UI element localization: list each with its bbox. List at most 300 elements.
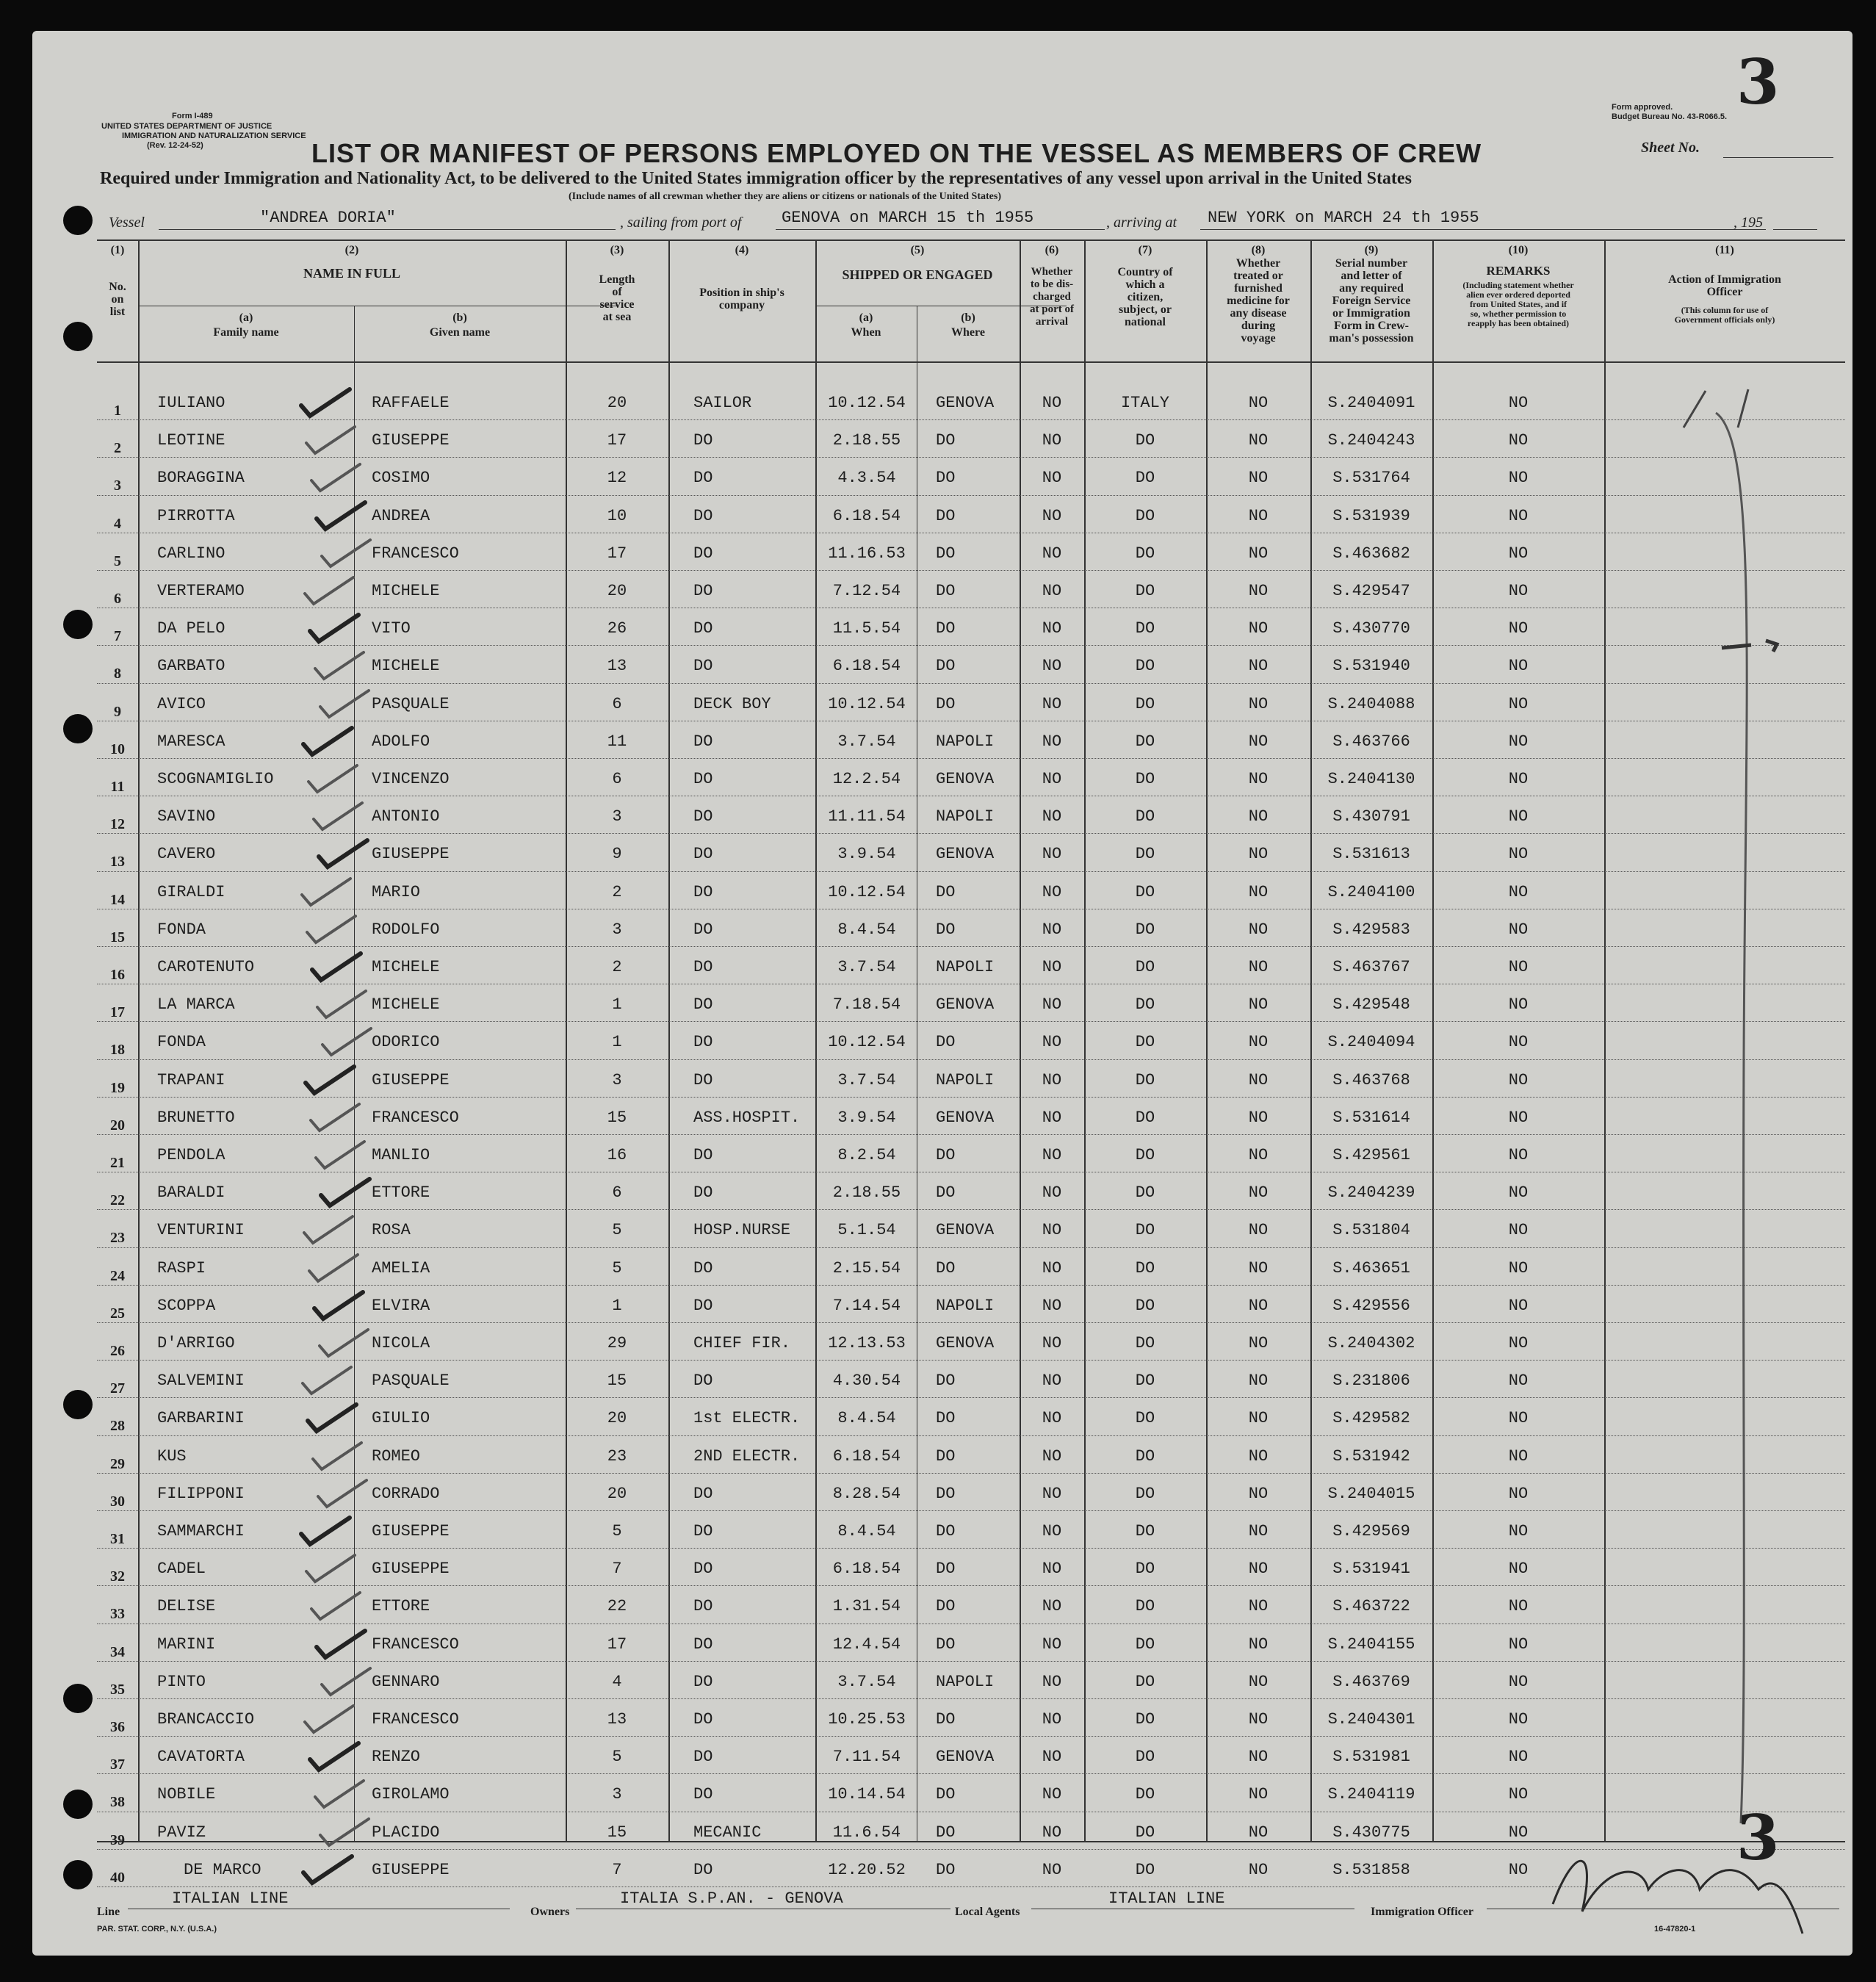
- department: UNITED STATES DEPARTMENT OF JUSTICE: [101, 122, 273, 131]
- family-name: BORAGGINA: [157, 469, 245, 488]
- medicine: NO: [1248, 1785, 1269, 1804]
- row-number: 37: [110, 1756, 125, 1773]
- family-name: VERTERAMO: [157, 582, 245, 600]
- discharged: NO: [1042, 1221, 1062, 1240]
- row-number: 20: [110, 1117, 125, 1134]
- remarks: NO: [1508, 544, 1529, 563]
- shipped-when: 12.2.54: [832, 770, 901, 788]
- family-name: PENDOLA: [157, 1146, 226, 1164]
- service-length: 26: [607, 619, 627, 638]
- country: DO: [1135, 1334, 1155, 1352]
- shipped-when: 7.18.54: [832, 995, 901, 1015]
- include-note: (Include names of all crewman whether they are aliens or citizens or nationals of the United States): [569, 191, 1001, 202]
- col-length-num: (3): [610, 244, 624, 256]
- form-number: Form I-489: [172, 112, 213, 120]
- row-number: 10: [110, 740, 125, 757]
- remarks: NO: [1508, 995, 1529, 1015]
- country: DO: [1135, 694, 1155, 713]
- position: DO: [693, 1748, 713, 1767]
- family-name: FONDA: [157, 920, 206, 939]
- shipped-where: GENOVA: [936, 845, 995, 864]
- shipped-when: 11.6.54: [832, 1823, 901, 1842]
- agents-value: ITALIAN LINE: [1108, 1889, 1225, 1908]
- service-length: 15: [607, 1372, 627, 1391]
- given-name: GIUSEPPE: [372, 1860, 450, 1879]
- row-number: 7: [114, 628, 121, 645]
- service-length: 10: [607, 506, 627, 525]
- medicine: NO: [1248, 845, 1269, 864]
- shipped-where: NAPOLI: [936, 732, 995, 751]
- discharged: NO: [1042, 1823, 1062, 1842]
- remarks: NO: [1508, 1372, 1529, 1391]
- discharged: NO: [1042, 1108, 1062, 1127]
- serial-number: S.2404015: [1327, 1484, 1415, 1503]
- remarks: NO: [1508, 1070, 1529, 1089]
- given-name: GIUSEPPE: [372, 845, 450, 864]
- country: DO: [1135, 1710, 1155, 1729]
- service-length: 4: [612, 1672, 622, 1691]
- family-name: MARESCA: [157, 732, 226, 751]
- medicine: NO: [1248, 657, 1269, 676]
- shipped-where: DO: [936, 1522, 956, 1540]
- shipped-when: 7.11.54: [832, 1748, 901, 1767]
- row-number: 19: [110, 1079, 125, 1096]
- country: DO: [1135, 958, 1155, 976]
- shipped-when: 2.18.55: [832, 431, 901, 450]
- row-number: 25: [110, 1305, 125, 1322]
- serial-number: S.2404155: [1327, 1635, 1415, 1654]
- given-name: PASQUALE: [372, 694, 450, 713]
- shipped-when: 3.7.54: [837, 732, 896, 751]
- service-length: 3: [612, 807, 622, 826]
- shipped-where: NAPOLI: [936, 1070, 995, 1089]
- col-shipped-num: (5): [910, 244, 925, 256]
- remarks: NO: [1508, 1446, 1529, 1466]
- serial-number: S.2404239: [1327, 1183, 1415, 1203]
- serial-number: S.2404100: [1327, 882, 1415, 901]
- shipped-when: 2.15.54: [832, 1258, 901, 1278]
- discharged: NO: [1042, 1672, 1062, 1691]
- shipped-when: 3.9.54: [837, 845, 896, 864]
- position: ASS.HOSPIT.: [693, 1108, 801, 1127]
- position: HOSP.NURSE: [693, 1221, 791, 1240]
- family-name: GARBARINI: [157, 1409, 245, 1428]
- given-name: RODOLFO: [372, 920, 440, 939]
- remarks: NO: [1508, 920, 1529, 939]
- family-name: GARBATO: [157, 657, 226, 676]
- position: DO: [693, 1785, 713, 1804]
- position: DO: [693, 1258, 713, 1278]
- given-name: GIUSEPPE: [372, 1070, 450, 1089]
- remarks: NO: [1508, 1823, 1529, 1842]
- shipped-where: GENOVA: [936, 1334, 995, 1352]
- remarks: NO: [1508, 882, 1529, 901]
- country: DO: [1135, 1258, 1155, 1278]
- given-name: FRANCESCO: [372, 1635, 459, 1654]
- discharged: NO: [1042, 694, 1062, 713]
- col-given-label: Given name: [429, 326, 491, 339]
- row-number: 4: [114, 515, 121, 532]
- country: DO: [1135, 1183, 1155, 1203]
- country: DO: [1135, 732, 1155, 751]
- position: DO: [693, 1710, 713, 1729]
- given-name: RENZO: [372, 1748, 421, 1767]
- col-action-label: Action of Immigration Officer: [1668, 273, 1781, 298]
- line-value: ITALIAN LINE: [172, 1889, 289, 1908]
- medicine: NO: [1248, 1522, 1269, 1540]
- row-number: 14: [110, 891, 125, 908]
- given-name: FRANCESCO: [372, 1108, 459, 1127]
- given-name: GIUSEPPE: [372, 1522, 450, 1540]
- given-name: ANTONIO: [372, 807, 440, 826]
- country: DO: [1135, 882, 1155, 901]
- shipped-where: DO: [936, 920, 956, 939]
- medicine: NO: [1248, 544, 1269, 563]
- service-length: 1: [612, 995, 622, 1015]
- country: DO: [1135, 1446, 1155, 1466]
- discharged: NO: [1042, 394, 1062, 412]
- medicine: NO: [1248, 1860, 1269, 1879]
- serial-number: S.2404094: [1327, 1033, 1415, 1052]
- shipped-where: DO: [936, 1372, 956, 1391]
- shipped-when: 12.4.54: [832, 1635, 901, 1654]
- country: DO: [1135, 770, 1155, 788]
- given-name: GIUSEPPE: [372, 1560, 450, 1579]
- discharged: NO: [1042, 1710, 1062, 1729]
- shipped-when: 8.4.54: [837, 1522, 896, 1540]
- position: DO: [693, 1522, 713, 1540]
- remarks: NO: [1508, 1785, 1529, 1804]
- serial-number: S.2404091: [1327, 394, 1415, 412]
- shipped-where: GENOVA: [936, 1108, 995, 1127]
- col-when-sub: (a): [859, 311, 873, 324]
- medicine: NO: [1248, 882, 1269, 901]
- serial-number: S.531942: [1332, 1446, 1410, 1466]
- remarks: NO: [1508, 958, 1529, 976]
- given-name: MICHELE: [372, 657, 440, 676]
- sailing-port: GENOVA on MARCH 15 th 1955: [782, 209, 1034, 227]
- discharged: NO: [1042, 1372, 1062, 1391]
- col-country-label: Country of which a citizen, subject, or national: [1117, 266, 1173, 328]
- col-name-num: (2): [344, 244, 359, 256]
- discharged: NO: [1042, 1258, 1062, 1278]
- position: DO: [693, 1070, 713, 1089]
- shipped-when: 10.12.54: [828, 1033, 906, 1052]
- shipped-where: GENOVA: [936, 394, 995, 412]
- family-name: BARALDI: [157, 1183, 226, 1203]
- shipped-when: 10.12.54: [828, 882, 906, 901]
- col-shipped-label: SHIPPED OR ENGAGED: [842, 267, 993, 282]
- serial-number: S.429561: [1332, 1146, 1410, 1164]
- family-name: TRAPANI: [157, 1070, 226, 1089]
- col-where-label: Where: [951, 326, 985, 339]
- given-name: ROSA: [372, 1221, 411, 1240]
- given-name: GIROLAMO: [372, 1785, 450, 1804]
- family-name: MARINI: [157, 1635, 216, 1654]
- service-length: 17: [607, 431, 627, 450]
- family-name: PINTO: [157, 1672, 206, 1691]
- row-number: 16: [110, 967, 125, 983]
- shipped-when: 5.1.54: [837, 1221, 896, 1240]
- medicine: NO: [1248, 1221, 1269, 1240]
- country: DO: [1135, 1372, 1155, 1391]
- position: DO: [693, 1146, 713, 1164]
- family-name: SAMMARCHI: [157, 1522, 245, 1540]
- service-length: 5: [612, 1258, 622, 1278]
- family-name: DELISE: [157, 1597, 216, 1616]
- shipped-where: DO: [936, 506, 956, 525]
- country: DO: [1135, 619, 1155, 638]
- family-name: SALVEMINI: [157, 1372, 245, 1391]
- family-name: GIRALDI: [157, 882, 226, 901]
- discharged: NO: [1042, 1560, 1062, 1579]
- row-number: 3: [114, 478, 121, 494]
- shipped-where: DO: [936, 1860, 956, 1879]
- remarks: NO: [1508, 1108, 1529, 1127]
- revision: (Rev. 12-24-52): [147, 141, 203, 150]
- discharged: NO: [1042, 657, 1062, 676]
- family-name: SCOPPA: [157, 1296, 216, 1315]
- col-discharged-num: (6): [1045, 244, 1059, 256]
- shipped-where: DO: [936, 1146, 956, 1164]
- family-name: LEOTINE: [157, 431, 226, 450]
- serial-number: S.531939: [1332, 506, 1410, 525]
- owners-value: ITALIA S.P.AN. - GENOVA: [620, 1889, 843, 1908]
- family-name: DA PELO: [157, 619, 226, 638]
- given-name: PASQUALE: [372, 1372, 450, 1391]
- discharged: NO: [1042, 1409, 1062, 1428]
- serial-number: S.531764: [1332, 469, 1410, 488]
- remarks: NO: [1508, 1409, 1529, 1428]
- given-name: ETTORE: [372, 1183, 430, 1203]
- row-number: 29: [110, 1455, 125, 1472]
- medicine: NO: [1248, 1108, 1269, 1127]
- col-action-num: (11): [1715, 244, 1734, 256]
- discharged: NO: [1042, 807, 1062, 826]
- col-where-sub: (b): [961, 311, 975, 324]
- position: CHIEF FIR.: [693, 1334, 791, 1352]
- medicine: NO: [1248, 619, 1269, 638]
- vessel-name: "ANDREA DORIA": [260, 209, 396, 227]
- col-family-label: Family name: [213, 326, 279, 339]
- shipped-when: 8.28.54: [832, 1484, 901, 1503]
- service-length: 13: [607, 657, 627, 676]
- remarks: NO: [1508, 1672, 1529, 1691]
- position: MECANIC: [693, 1823, 762, 1842]
- row-number: 9: [114, 703, 121, 720]
- given-name: RAFFAELE: [372, 394, 450, 412]
- given-name: NICOLA: [372, 1334, 430, 1352]
- row-number: 39: [110, 1831, 125, 1848]
- medicine: NO: [1248, 1409, 1269, 1428]
- serial-number: S.463766: [1332, 732, 1410, 751]
- discharged: NO: [1042, 1785, 1062, 1804]
- service-length: 3: [612, 1785, 622, 1804]
- serial-number: S.463651: [1332, 1258, 1410, 1278]
- family-name: CARLINO: [157, 544, 226, 563]
- serial-number: S.463682: [1332, 544, 1410, 563]
- position: DO: [693, 920, 713, 939]
- given-name: MARIO: [372, 882, 421, 901]
- serial-number: S.429556: [1332, 1296, 1410, 1315]
- row-number: 11: [110, 779, 125, 795]
- remarks: NO: [1508, 1597, 1529, 1616]
- given-name: VITO: [372, 619, 411, 638]
- row-number: 13: [110, 854, 125, 871]
- serial-number: S.531940: [1332, 657, 1410, 676]
- shipped-when: 6.18.54: [832, 1446, 901, 1466]
- col-medicine-num: (8): [1251, 244, 1266, 256]
- service-length: 9: [612, 845, 622, 864]
- row-number: 35: [110, 1681, 125, 1698]
- medicine: NO: [1248, 1146, 1269, 1164]
- country: DO: [1135, 1597, 1155, 1616]
- discharged: NO: [1042, 1446, 1062, 1466]
- remarks: NO: [1508, 732, 1529, 751]
- remarks: NO: [1508, 1183, 1529, 1203]
- row-number: 26: [110, 1343, 125, 1359]
- form-approved: Form approved.: [1612, 103, 1673, 112]
- remarks: NO: [1508, 1484, 1529, 1503]
- service-length: 3: [612, 920, 622, 939]
- row-number: 38: [110, 1794, 125, 1811]
- shipped-when: 7.14.54: [832, 1296, 901, 1315]
- shipped-where: DO: [936, 619, 956, 638]
- shipped-when: 10.14.54: [828, 1785, 906, 1804]
- medicine: NO: [1248, 506, 1269, 525]
- shipped-where: NAPOLI: [936, 1296, 995, 1315]
- service-length: 7: [612, 1860, 622, 1879]
- handwritten-marks: [32, 31, 1852, 1956]
- line-label: Line: [97, 1906, 120, 1918]
- discharged: NO: [1042, 1183, 1062, 1203]
- shipped-where: GENOVA: [936, 1748, 995, 1767]
- printer: PAR. STAT. CORP., N.Y. (U.S.A.): [97, 1925, 217, 1934]
- col-length-label: Length of service at sea: [599, 273, 635, 323]
- position: DO: [693, 469, 713, 488]
- remarks: NO: [1508, 694, 1529, 713]
- service-length: 29: [607, 1334, 627, 1352]
- service-length: 13: [607, 1710, 627, 1729]
- service-length: 15: [607, 1823, 627, 1842]
- position: DO: [693, 506, 713, 525]
- col-name-label: NAME IN FULL: [303, 266, 400, 281]
- shipped-where: DO: [936, 1710, 956, 1729]
- shipped-where: DO: [936, 1409, 956, 1428]
- col-position-label: Position in ship's company: [699, 287, 784, 311]
- country: DO: [1135, 1860, 1155, 1879]
- serial-number: S.2404130: [1327, 770, 1415, 788]
- medicine: NO: [1248, 1446, 1269, 1466]
- service-length: 16: [607, 1146, 627, 1164]
- row-number: 23: [110, 1230, 125, 1247]
- medicine: NO: [1248, 1334, 1269, 1352]
- row-number: 15: [110, 929, 125, 945]
- country: DO: [1135, 469, 1155, 488]
- row-number: 27: [110, 1380, 125, 1397]
- country: DO: [1135, 582, 1155, 600]
- country: DO: [1135, 1146, 1155, 1164]
- sailing-label: , sailing from port of: [620, 215, 742, 231]
- shipped-where: DO: [936, 1183, 956, 1203]
- country: DO: [1135, 1522, 1155, 1540]
- serial-number: S.429569: [1332, 1522, 1410, 1540]
- serial-number: S.2404088: [1327, 694, 1415, 713]
- serial-number: S.231806: [1332, 1372, 1410, 1391]
- medicine: NO: [1248, 1372, 1269, 1391]
- col-family-sub: (a): [239, 311, 253, 324]
- serial-number: S.429548: [1332, 995, 1410, 1015]
- shipped-where: DO: [936, 1484, 956, 1503]
- service-length: 1: [612, 1033, 622, 1052]
- discharged: NO: [1042, 1146, 1062, 1164]
- shipped-where: DO: [936, 1446, 956, 1466]
- page-title: LIST OR MANIFEST OF PERSONS EMPLOYED ON THE VESSEL AS MEMBERS OF CREW: [311, 138, 1482, 168]
- discharged: NO: [1042, 1522, 1062, 1540]
- serial-number: S.531858: [1332, 1860, 1410, 1879]
- col-no-num: (1): [110, 244, 125, 256]
- family-name: CAROTENUTO: [157, 958, 255, 976]
- shipped-where: GENOVA: [936, 770, 995, 788]
- shipped-when: 12.20.52: [828, 1860, 906, 1879]
- shipped-where: DO: [936, 544, 956, 563]
- service-length: 1: [612, 1296, 622, 1315]
- serial-number: S.2404301: [1327, 1710, 1415, 1729]
- sheet-no-label: Sheet No.: [1641, 140, 1700, 156]
- discharged: NO: [1042, 1296, 1062, 1315]
- service: IMMIGRATION AND NATURALIZATION SERVICE: [122, 131, 306, 140]
- given-name: MICHELE: [372, 958, 440, 976]
- row-number: 6: [114, 591, 121, 607]
- medicine: NO: [1248, 1823, 1269, 1842]
- shipped-when: 3.7.54: [837, 958, 896, 976]
- shipped-where: DO: [936, 657, 956, 676]
- service-length: 15: [607, 1108, 627, 1127]
- position: DECK BOY: [693, 694, 771, 713]
- family-name: PIRROTTA: [157, 506, 235, 525]
- row-number: 30: [110, 1493, 125, 1510]
- position: DO: [693, 431, 713, 450]
- remarks: NO: [1508, 1334, 1529, 1352]
- shipped-where: DO: [936, 469, 956, 488]
- country: DO: [1135, 1108, 1155, 1127]
- family-name: CADEL: [157, 1560, 206, 1579]
- position: DO: [693, 845, 713, 864]
- medicine: NO: [1248, 431, 1269, 450]
- family-name: NOBILE: [157, 1785, 216, 1804]
- budget-bureau: Budget Bureau No. 43-R066.5.: [1612, 112, 1728, 121]
- medicine: NO: [1248, 1033, 1269, 1052]
- discharged: NO: [1042, 1635, 1062, 1654]
- shipped-when: 10.25.53: [828, 1710, 906, 1729]
- family-name: D'ARRIGO: [157, 1334, 235, 1352]
- discharged: NO: [1042, 995, 1062, 1015]
- service-length: 5: [612, 1221, 622, 1240]
- col-remarks-note: (Including statement whether alien ever ordered deported from United States, and if so, whether permission to reapply has been obtained): [1462, 280, 1574, 328]
- country: DO: [1135, 1409, 1155, 1428]
- shipped-where: DO: [936, 1033, 956, 1052]
- country: DO: [1135, 995, 1155, 1015]
- country: DO: [1135, 1635, 1155, 1654]
- country: DO: [1135, 544, 1155, 563]
- family-name: FONDA: [157, 1033, 206, 1052]
- given-name: ODORICO: [372, 1033, 440, 1052]
- country: DO: [1135, 1296, 1155, 1315]
- row-number: 28: [110, 1418, 125, 1435]
- discharged: NO: [1042, 920, 1062, 939]
- serial-number: S.430791: [1332, 807, 1410, 826]
- shipped-where: GENOVA: [936, 995, 995, 1015]
